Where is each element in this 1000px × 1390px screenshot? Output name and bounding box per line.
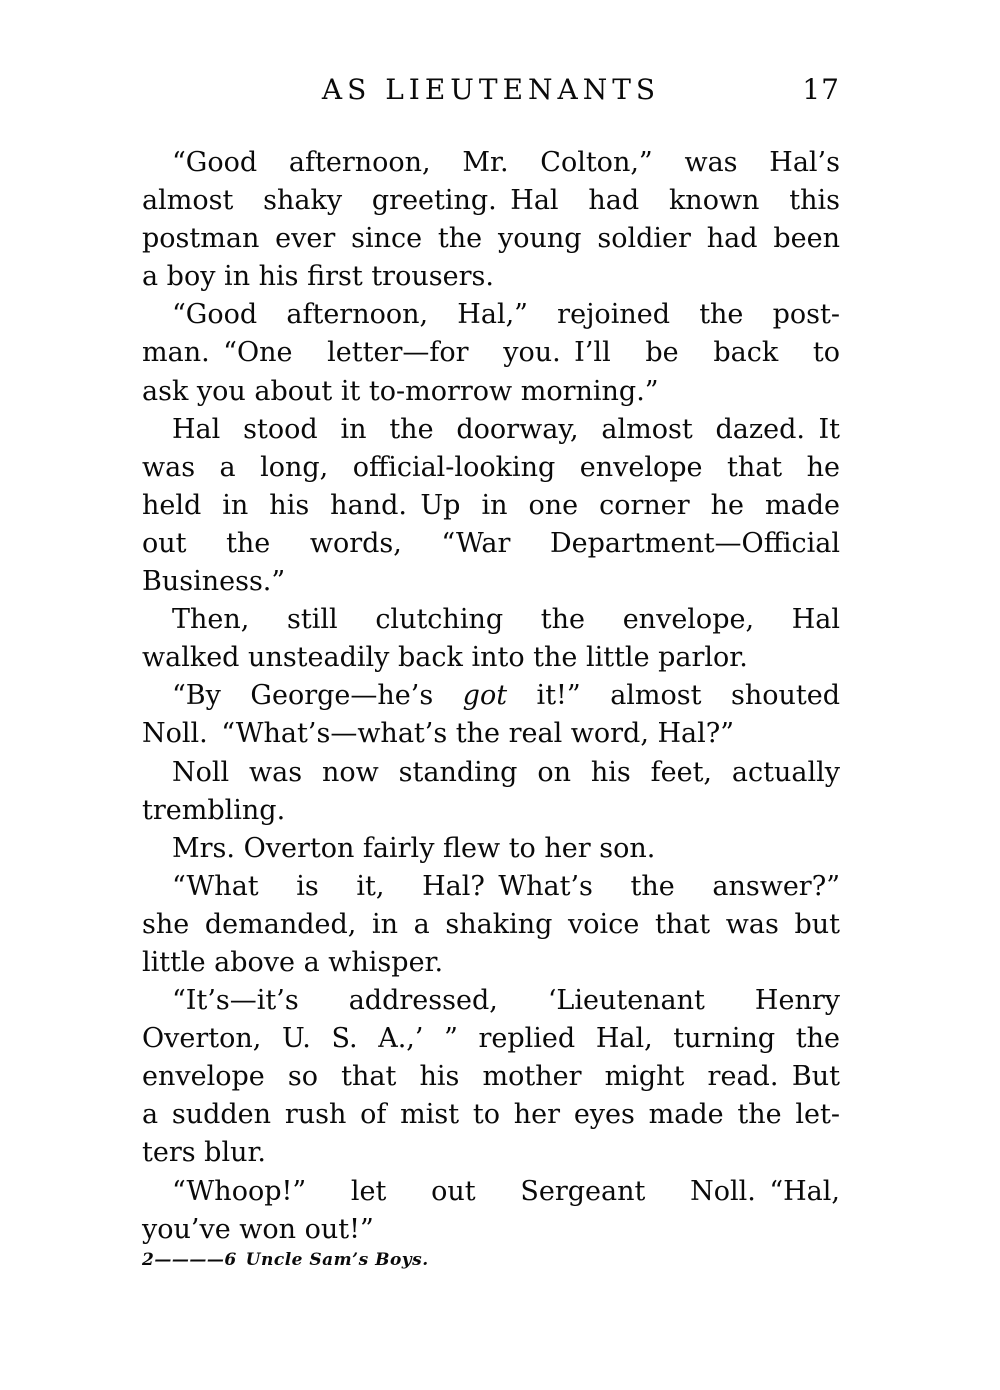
printers-signature: 2————6 Uncle Sam’s Boys. <box>142 1250 429 1270</box>
text-line: man. “One letter—for you. I’ll be back to <box>142 337 840 369</box>
text-line: “Whoop!” let out Sergeant Noll. “Hal, <box>172 1175 840 1207</box>
text-line: she demanded, in a shaking voice that was but <box>142 908 840 940</box>
text-line: you’ve won out!” <box>142 1213 374 1245</box>
text-line: “Good afternoon, Mr. Colton,” was Hal’s <box>172 147 840 178</box>
text-line-with-italic <box>142 677 840 715</box>
text-segment: “By George—he’s <box>172 680 463 712</box>
text-line: “What is it, Hal? What’s the answer?” <box>172 870 840 902</box>
page-number: 17 <box>802 73 840 106</box>
text-line: was a long, official-looking envelope that he <box>142 451 840 483</box>
text-line: almost shaky greeting. Hal had known this <box>142 185 840 217</box>
text-line: out the words, “War Department—Official <box>142 527 840 559</box>
text-line: ask you about it to-morrow morning.” <box>142 375 659 407</box>
text-line: little above a whisper. <box>142 946 444 978</box>
text-line: Mrs. Overton fairly flew to her son. <box>172 832 656 864</box>
text-line: a sudden rush of mist to her eyes made the let- <box>142 1099 840 1131</box>
text-line: trembling. <box>142 794 286 826</box>
text-line: “Good afternoon, Hal,” rejoined the post- <box>172 299 840 331</box>
chapter-title: AS LIEUTENANTS <box>321 73 661 106</box>
text-line: walked unsteadily back into the little parlor. <box>142 642 748 674</box>
text-segment: it!” almost shouted <box>507 680 840 712</box>
text-line: ters blur. <box>142 1137 267 1169</box>
text-line: held in his hand. Up in one corner he made <box>142 489 840 521</box>
text-line: envelope so that his mother might read. But <box>142 1061 840 1093</box>
text-line: Hal stood in the doorway, almost dazed. It <box>172 413 840 445</box>
text-line: Noll was now standing on his feet, actually <box>172 756 840 788</box>
text-line: Then, still clutching the envelope, Hal <box>172 604 840 636</box>
text-line: a boy in his first trousers. <box>142 261 494 293</box>
text-line: Noll. “What’s—what’s the real word, Hal?” <box>142 718 735 750</box>
text-line: “It’s—it’s addressed, ‘Lieutenant Henry <box>172 985 840 1017</box>
running-header <box>142 74 840 108</box>
text-line: Overton, U. S. A.,’ ” replied Hal, turning the <box>142 1023 840 1055</box>
italic-word: got <box>462 680 508 712</box>
text-line: Business.” <box>142 566 286 598</box>
body-text <box>142 144 840 1249</box>
text-line: postman ever since the young soldier had been <box>142 223 840 255</box>
